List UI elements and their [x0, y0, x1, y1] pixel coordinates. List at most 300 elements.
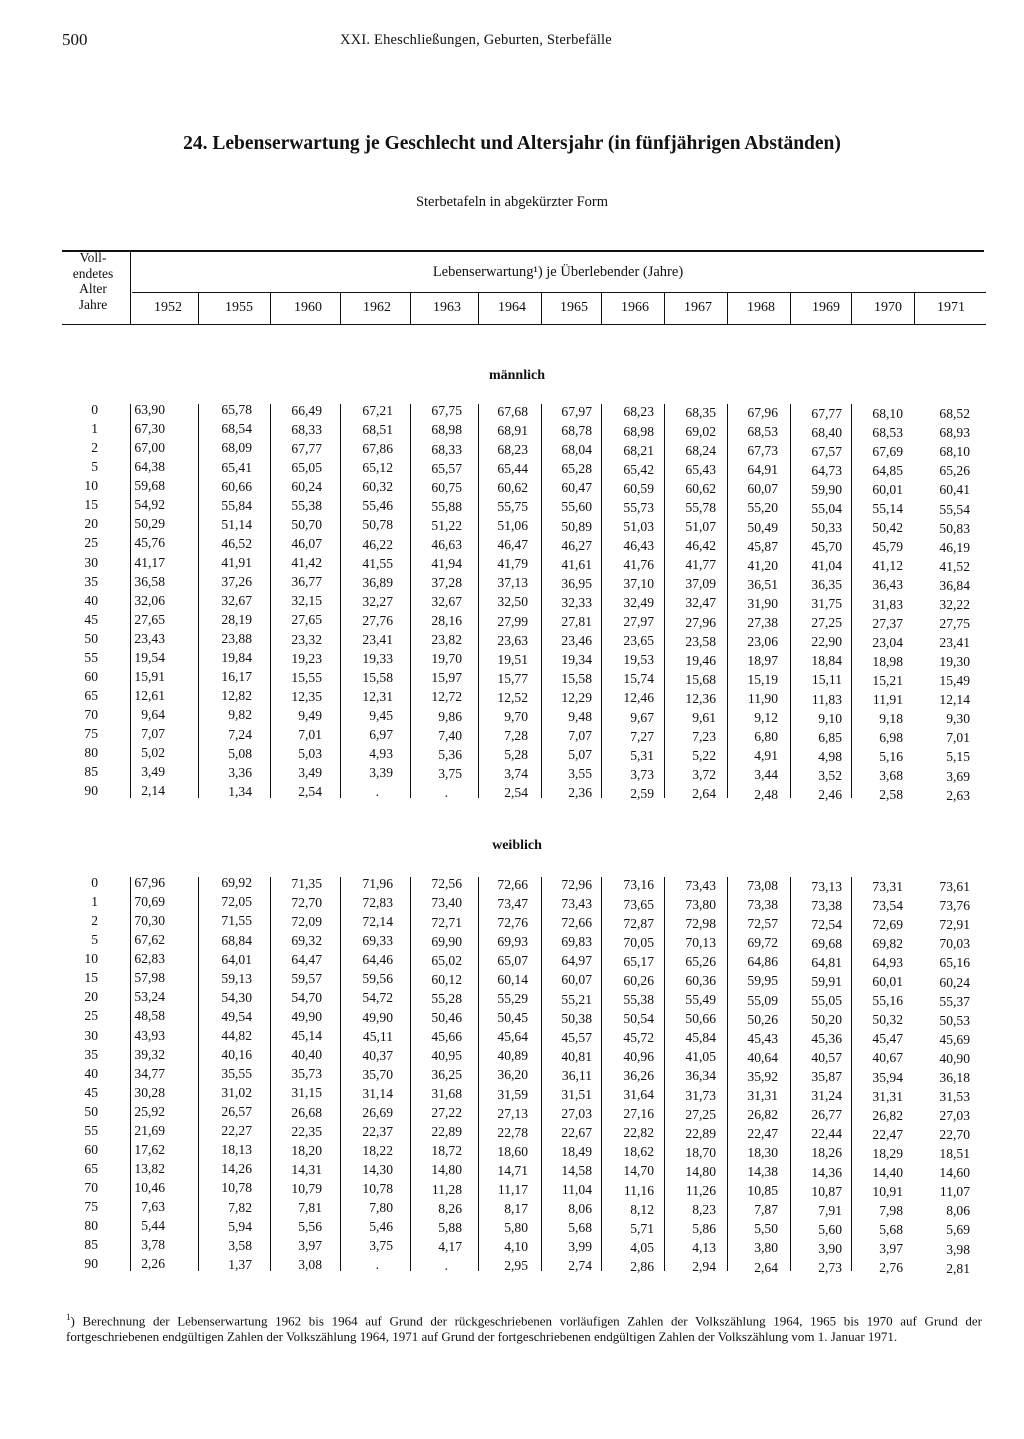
table-row: [0, 554, 1024, 572]
value-cell: 65,41: [221, 459, 252, 475]
stub-divider: [130, 250, 131, 325]
value-cell: 13,82: [134, 1161, 165, 1177]
value-cell: 31,02: [221, 1085, 252, 1101]
value-cell: 64,91: [747, 462, 778, 478]
column-separator: [601, 293, 602, 325]
value-cell: 66,49: [291, 402, 322, 418]
value-cell: 46,27: [561, 537, 592, 553]
value-cell: 41,77: [685, 557, 716, 573]
value-cell: 27,65: [291, 612, 322, 628]
value-cell: 55,14: [872, 501, 903, 517]
value-cell: 19,54: [134, 649, 165, 665]
value-cell: 32,27: [362, 593, 393, 609]
stub-header-line: Alter: [79, 281, 107, 296]
value-cell: 15,55: [291, 669, 322, 685]
value-cell: .: [375, 784, 379, 800]
value-cell: 67,73: [747, 443, 778, 459]
age-cell: 5: [91, 459, 98, 475]
value-cell: 50,29: [134, 516, 165, 532]
value-cell: 73,47: [497, 895, 528, 911]
value-cell: 19,34: [561, 652, 592, 667]
value-cell: 4,93: [369, 746, 393, 762]
value-cell: 72,98: [685, 915, 716, 931]
age-cell: 30: [84, 554, 98, 570]
value-cell: 37,09: [685, 576, 716, 592]
age-cell: 50: [84, 630, 98, 646]
value-cell: 68,54: [221, 421, 252, 437]
value-cell: 12,61: [134, 688, 165, 704]
value-cell: 3,97: [298, 1238, 322, 1254]
age-cell: 85: [84, 1237, 98, 1253]
table-row: [0, 706, 1024, 727]
value-cell: 72,69: [872, 916, 903, 932]
value-cell: 2,76: [879, 1260, 903, 1276]
value-cell: .: [444, 784, 448, 800]
value-cell: 26,69: [362, 1104, 393, 1120]
table-row: [0, 874, 1024, 895]
value-cell: 25,92: [134, 1103, 165, 1119]
value-cell: 18,62: [623, 1144, 654, 1160]
value-cell: 2,73: [818, 1259, 842, 1275]
value-cell: 68,98: [431, 422, 462, 438]
value-cell: 3,75: [369, 1238, 393, 1254]
value-cell: 2,74: [568, 1258, 592, 1274]
value-cell: 2,59: [630, 785, 654, 801]
section-label: männlich: [488, 368, 545, 383]
table-top-rule: [62, 250, 984, 252]
table-row: [0, 931, 1024, 952]
table-row: [0, 1103, 1024, 1124]
value-cell: 72,14: [362, 914, 393, 930]
age-cell: 90: [84, 1256, 98, 1272]
value-cell: 11,16: [623, 1182, 654, 1198]
value-cell: 32,49: [623, 595, 654, 611]
column-separator: [914, 293, 915, 325]
value-cell: 60,12: [431, 971, 462, 987]
year-header: 1962: [363, 300, 391, 315]
value-cell: 51,03: [623, 518, 654, 534]
value-cell: 26,82: [872, 1107, 903, 1123]
value-cell: 36,26: [623, 1068, 654, 1084]
value-cell: 27,13: [497, 1105, 528, 1121]
value-cell: 28,16: [431, 613, 462, 629]
value-cell: 55,38: [623, 991, 654, 1007]
value-cell: 55,88: [431, 498, 462, 514]
page-number: 500: [62, 30, 88, 49]
table-row: [0, 1255, 1024, 1276]
value-cell: 55,73: [623, 499, 654, 515]
value-cell: 23,65: [623, 633, 654, 649]
value-cell: 36,51: [747, 576, 778, 592]
value-cell: 3,58: [228, 1237, 252, 1253]
value-cell: 7,23: [692, 728, 716, 744]
value-cell: 40,64: [747, 1049, 778, 1065]
age-cell: 50: [84, 1103, 98, 1119]
value-cell: 15,58: [561, 671, 592, 687]
table-row: [0, 1046, 1024, 1064]
value-cell: 45,87: [747, 538, 778, 554]
value-cell: 73,38: [811, 897, 842, 913]
value-cell: 30,28: [134, 1084, 165, 1100]
value-cell: 2,94: [692, 1259, 716, 1275]
value-cell: 12,82: [221, 688, 252, 704]
value-cell: 27,16: [623, 1106, 654, 1122]
value-cell: 64,86: [747, 954, 778, 970]
value-cell: 49,90: [291, 1009, 322, 1025]
value-cell: 55,04: [811, 500, 842, 516]
age-cell: 65: [84, 688, 98, 704]
value-cell: 9,18: [879, 710, 903, 726]
value-cell: 3,97: [879, 1241, 903, 1257]
value-cell: 65,44: [497, 460, 528, 476]
value-cell: 40,37: [362, 1047, 393, 1063]
value-cell: 64,73: [811, 462, 842, 478]
value-cell: 32,06: [134, 592, 165, 608]
value-cell: 50,33: [811, 519, 842, 535]
value-cell: 54,70: [291, 990, 322, 1006]
value-cell: 7,87: [754, 1202, 778, 1218]
value-cell: 27,37: [872, 615, 903, 631]
value-cell: 68,84: [221, 932, 252, 948]
value-cell: 40,16: [221, 1046, 252, 1062]
value-cell: 67,77: [811, 405, 842, 421]
value-cell: 51,06: [497, 518, 528, 534]
value-cell: 55,28: [431, 990, 462, 1006]
value-cell: 26,68: [291, 1104, 322, 1120]
value-cell: 69,90: [431, 933, 462, 949]
value-cell: 2,64: [692, 786, 716, 802]
age-cell: 60: [84, 668, 98, 684]
value-cell: 37,10: [623, 576, 654, 592]
value-cell: 40,90: [939, 1050, 970, 1066]
value-cell: 60,75: [431, 479, 462, 495]
section-label: weiblich: [492, 838, 542, 853]
value-cell: 34,77: [134, 1065, 165, 1081]
value-cell: 69,93: [497, 933, 528, 949]
value-cell: 27,75: [939, 615, 970, 631]
value-cell: 39,32: [134, 1046, 165, 1062]
value-cell: 50,20: [811, 1011, 842, 1027]
table-row: [0, 401, 1024, 422]
value-cell: 35,94: [872, 1069, 903, 1085]
value-cell: 1,37: [228, 1256, 252, 1272]
value-cell: 3,74: [504, 766, 528, 782]
value-cell: 40,95: [431, 1048, 462, 1064]
age-cell: 2: [91, 913, 98, 929]
year-header: 1971: [937, 300, 965, 315]
value-cell: 15,21: [872, 672, 903, 688]
age-cell: 70: [84, 1180, 98, 1196]
value-cell: 36,89: [362, 574, 393, 590]
value-cell: 15,77: [497, 670, 528, 686]
value-cell: 14,26: [221, 1161, 252, 1177]
value-cell: 41,20: [747, 557, 778, 573]
table-subtitle: Sterbetafeln in abgekürzter Form: [415, 194, 609, 210]
value-cell: 69,33: [362, 933, 393, 949]
value-cell: 12,35: [291, 688, 322, 704]
super-header-rule: [132, 292, 986, 293]
value-cell: 22,78: [497, 1124, 528, 1140]
value-cell: 31,53: [939, 1088, 970, 1104]
age-cell: 55: [84, 1122, 98, 1138]
value-cell: 32,47: [685, 595, 716, 611]
value-cell: 19,70: [431, 651, 462, 667]
value-cell: 14,70: [623, 1163, 654, 1179]
value-cell: 45,57: [561, 1029, 592, 1045]
value-cell: 12,46: [623, 690, 654, 706]
value-cell: 27,38: [747, 614, 778, 630]
stub-header: [62, 250, 124, 312]
year-header: 1968: [747, 300, 775, 315]
value-cell: 40,96: [623, 1049, 654, 1065]
year-header: 1960: [294, 300, 322, 315]
column-separator: [478, 293, 479, 325]
table-row: [0, 668, 1024, 689]
value-cell: 72,56: [431, 876, 462, 892]
value-cell: 41,52: [939, 558, 970, 574]
value-cell: 55,05: [811, 992, 842, 1008]
value-cell: 46,07: [291, 536, 322, 552]
value-cell: 11,04: [561, 1182, 592, 1198]
value-cell: 60,26: [623, 972, 654, 988]
value-cell: 40,40: [291, 1047, 322, 1063]
value-cell: 60,32: [362, 479, 393, 495]
value-cell: 5,88: [438, 1219, 462, 1235]
value-cell: 18,72: [431, 1143, 462, 1159]
value-cell: 22,89: [685, 1125, 716, 1141]
value-cell: 11,83: [811, 691, 842, 707]
value-cell: 5,36: [438, 746, 462, 762]
value-cell: 18,22: [362, 1143, 393, 1159]
table-row: [0, 744, 1024, 765]
value-cell: 55,16: [872, 993, 903, 1009]
year-header: 1955: [225, 300, 253, 315]
column-separator: [340, 293, 341, 325]
value-cell: 73,65: [623, 896, 654, 912]
value-cell: 46,43: [623, 537, 654, 553]
value-cell: 67,96: [747, 405, 778, 421]
value-cell: 23,06: [747, 633, 778, 649]
value-cell: 60,01: [872, 974, 903, 990]
value-cell: 73,31: [872, 878, 903, 894]
value-cell: 69,32: [291, 932, 322, 948]
super-header: Lebenserwartung¹) je Überlebender (Jahre): [432, 264, 684, 280]
value-cell: 65,57: [431, 460, 462, 476]
value-cell: 7,01: [946, 730, 970, 746]
value-cell: 14,30: [362, 1162, 393, 1178]
age-cell: 80: [84, 745, 98, 761]
value-cell: 15,11: [811, 672, 842, 688]
value-cell: 43,93: [134, 1027, 165, 1043]
value-cell: 9,67: [630, 709, 654, 725]
value-cell: 50,54: [623, 1010, 654, 1026]
value-cell: 73,80: [685, 896, 716, 912]
value-cell: 8,23: [692, 1201, 716, 1217]
year-header: 1963: [433, 300, 461, 315]
value-cell: 45,66: [431, 1028, 462, 1044]
value-cell: 28,19: [221, 612, 252, 628]
value-cell: 31,90: [747, 595, 778, 611]
value-cell: 2,48: [754, 786, 778, 802]
value-cell: 60,01: [872, 482, 903, 498]
column-separator: [664, 293, 665, 325]
value-cell: 22,27: [221, 1123, 252, 1139]
value-cell: 4,98: [818, 748, 842, 764]
value-cell: 32,50: [497, 594, 528, 610]
value-cell: 3,36: [228, 764, 252, 780]
value-cell: 22,47: [872, 1126, 903, 1142]
value-cell: 18,13: [221, 1142, 252, 1158]
value-cell: 67,00: [134, 440, 165, 456]
value-cell: 32,22: [939, 596, 970, 612]
value-cell: 63,90: [134, 402, 165, 417]
value-cell: 12,14: [939, 692, 970, 708]
table-row: [0, 420, 1024, 441]
value-cell: 62,83: [134, 951, 165, 967]
value-cell: 26,77: [811, 1107, 842, 1123]
value-cell: 68,10: [872, 405, 903, 421]
value-cell: 35,55: [221, 1066, 252, 1082]
value-cell: 17,62: [134, 1141, 165, 1157]
value-cell: 41,12: [872, 558, 903, 574]
value-cell: 9,48: [568, 709, 592, 725]
value-cell: 18,51: [939, 1146, 970, 1162]
value-cell: 41,91: [221, 554, 252, 570]
value-cell: 14,80: [685, 1163, 716, 1179]
value-cell: 60,24: [291, 478, 322, 494]
value-cell: 27,81: [561, 613, 592, 629]
value-cell: 23,58: [685, 633, 716, 649]
table-row: [0, 649, 1024, 670]
value-cell: 27,03: [561, 1105, 592, 1121]
value-cell: 65,12: [362, 460, 393, 476]
value-cell: 11,26: [685, 1182, 716, 1198]
value-cell: 27,25: [685, 1106, 716, 1122]
value-cell: 8,26: [438, 1200, 462, 1216]
value-cell: 5,03: [298, 745, 322, 761]
value-cell: 67,62: [134, 932, 165, 948]
value-cell: 23,41: [362, 631, 393, 647]
value-cell: 9,10: [818, 710, 842, 726]
value-cell: 55,84: [221, 497, 252, 513]
value-cell: 45,72: [623, 1029, 654, 1045]
age-cell: 65: [84, 1161, 98, 1177]
column-separator: [410, 293, 411, 325]
value-cell: 67,96: [134, 875, 165, 890]
value-cell: 64,97: [561, 953, 592, 969]
value-cell: 37,26: [221, 573, 252, 589]
value-cell: 3,78: [141, 1237, 165, 1253]
value-cell: 8,12: [630, 1201, 654, 1217]
value-cell: 2,46: [818, 786, 842, 802]
value-cell: 44,82: [221, 1027, 252, 1043]
column-separator: [270, 293, 271, 325]
table-row: [0, 1236, 1024, 1257]
value-cell: 10,78: [362, 1181, 393, 1197]
value-cell: 60,14: [497, 972, 528, 988]
value-cell: 19,33: [362, 650, 393, 666]
value-cell: 50,45: [497, 1010, 528, 1026]
value-cell: 54,30: [221, 989, 252, 1005]
value-cell: 50,89: [561, 518, 592, 534]
value-cell: 19,51: [497, 651, 528, 667]
value-cell: 69,83: [561, 934, 592, 950]
value-cell: 3,90: [818, 1240, 842, 1256]
value-cell: 73,08: [747, 878, 778, 894]
value-cell: 5,31: [630, 747, 654, 763]
value-cell: 41,55: [362, 555, 393, 571]
age-cell: 90: [84, 783, 98, 799]
value-cell: 23,43: [134, 630, 165, 646]
value-cell: 72,66: [561, 915, 592, 931]
value-cell: 36,25: [431, 1067, 462, 1083]
value-cell: 18,26: [811, 1145, 842, 1161]
year-header: 1965: [560, 300, 588, 315]
value-cell: 41,04: [811, 558, 842, 574]
value-cell: 45,64: [497, 1029, 528, 1045]
value-cell: 59,56: [362, 971, 393, 987]
value-cell: 18,84: [811, 653, 842, 669]
value-cell: 46,22: [362, 536, 393, 552]
value-cell: 49,54: [221, 1008, 252, 1024]
value-cell: 64,47: [291, 951, 322, 967]
value-cell: 23,04: [872, 634, 903, 650]
value-cell: 50,83: [939, 520, 970, 536]
value-cell: 31,31: [872, 1088, 903, 1104]
value-cell: 14,31: [291, 1161, 322, 1177]
value-cell: 10,91: [872, 1183, 903, 1199]
value-cell: 65,17: [623, 953, 654, 969]
value-cell: 69,82: [872, 936, 903, 952]
year-header: 1966: [621, 300, 649, 315]
value-cell: 68,40: [811, 424, 842, 440]
value-cell: 41,42: [291, 555, 322, 571]
value-cell: 18,98: [872, 653, 903, 669]
value-cell: 22,35: [291, 1123, 322, 1139]
value-cell: 69,92: [221, 875, 252, 891]
value-cell: 36,34: [685, 1068, 716, 1084]
value-cell: 14,71: [497, 1162, 528, 1178]
value-cell: 35,87: [811, 1069, 842, 1085]
value-cell: 69,72: [747, 935, 778, 951]
value-cell: 23,32: [291, 631, 322, 647]
value-cell: 5,80: [504, 1220, 528, 1235]
value-cell: 26,82: [747, 1106, 778, 1122]
age-cell: 30: [84, 1027, 98, 1043]
age-cell: 5: [91, 932, 98, 948]
value-cell: 14,38: [747, 1164, 778, 1180]
value-cell: 70,03: [939, 936, 970, 952]
running-head: XXI. Eheschließungen, Geburten, Sterbefälle: [340, 32, 612, 48]
value-cell: 68,98: [623, 423, 654, 439]
table-row: [0, 1217, 1024, 1238]
value-cell: 45,69: [939, 1031, 970, 1047]
stub-header-line: Voll-: [79, 250, 107, 265]
value-cell: 45,36: [811, 1031, 842, 1047]
value-cell: 3,98: [946, 1241, 970, 1257]
table-row: [0, 988, 1024, 1009]
value-cell: 7,24: [228, 726, 252, 742]
value-cell: 64,46: [362, 952, 393, 968]
value-cell: 54,72: [362, 990, 393, 1006]
value-cell: 41,17: [134, 554, 165, 570]
value-cell: 65,43: [685, 462, 716, 477]
value-cell: 45,76: [134, 535, 165, 551]
value-cell: 70,13: [685, 935, 716, 950]
footnote-text: ) Berechnung der Lebenserwartung 1962 bis 1964 auf Grund der rückgeschriebenen vorläufigen Zahlen der Volkszählung 1964, 1965 bis 1970 auf Grund der fortgeschriebenen endgültigen Zahlen der Volkszählung 1964, 1971 auf Grund der fortgeschriebenen endgültigen Zahlen der Volkszählung vom 1. Januar 1971.: [66, 1313, 982, 1345]
value-cell: 27,99: [497, 613, 528, 629]
value-cell: 3,55: [568, 766, 592, 782]
